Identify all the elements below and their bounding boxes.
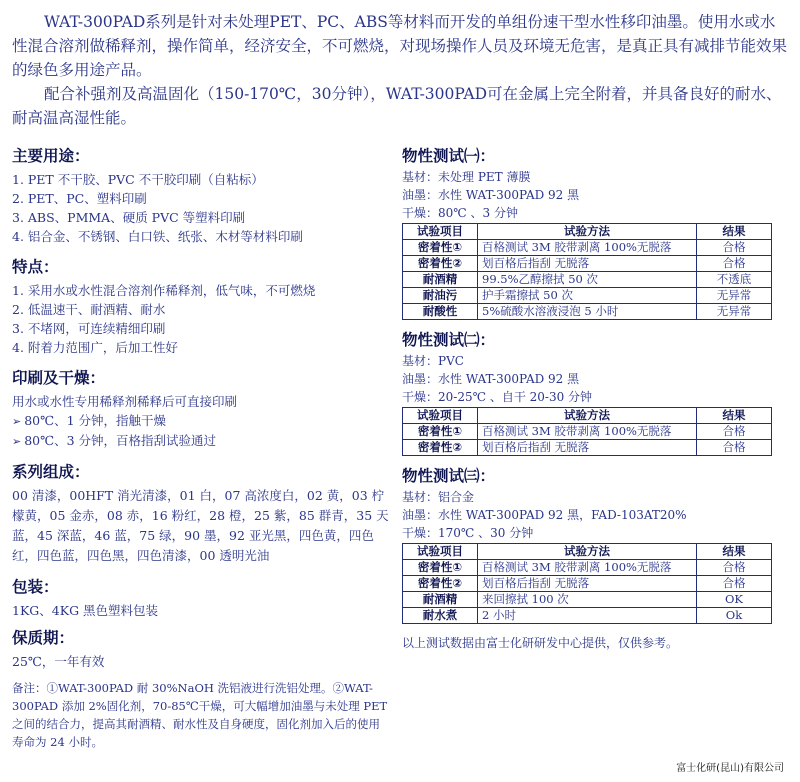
test-dry: 干燥：170℃ 、30 分钟 bbox=[402, 526, 534, 540]
printing-title: 印刷及干燥： bbox=[12, 369, 106, 387]
test-substrate: 基材：PVC bbox=[402, 354, 464, 368]
left-column bbox=[12, 146, 390, 751]
cell-method: 划百格后指刮 无脱落 bbox=[478, 576, 697, 592]
features-section bbox=[12, 257, 390, 357]
cell-result: 合格 bbox=[697, 256, 772, 272]
printing-item-text: 80℃、3 分钟，百格指刮试验通过 bbox=[24, 433, 217, 448]
table-row bbox=[403, 272, 772, 288]
table-row bbox=[403, 440, 772, 456]
table-row bbox=[403, 256, 772, 272]
table-header-row bbox=[403, 544, 772, 560]
table-header-row bbox=[403, 408, 772, 424]
header-result: 结果 bbox=[697, 224, 772, 240]
cell-item: 耐酒精 bbox=[403, 592, 478, 608]
uses-item: 4. 铝合金、不锈钢、白口铁、纸张、木材等材料印刷 bbox=[12, 229, 303, 244]
uses-item: 3. ABS、PMMA、硬质 PVC 等塑料印刷 bbox=[12, 210, 246, 225]
cell-method: 划百格后指刮 无脱落 bbox=[478, 440, 697, 456]
package-title: 包装： bbox=[12, 578, 59, 596]
arrow-bullet-icon: ➢ bbox=[12, 415, 22, 428]
test-title: 物性测试㈢： bbox=[402, 467, 496, 485]
features-item: 1. 采用水或水性混合溶剂作稀释剂，低气味，不可燃烧 bbox=[12, 283, 316, 298]
table-row bbox=[403, 240, 772, 256]
cell-item: 耐油污 bbox=[403, 288, 478, 304]
test-substrate: 基材：未处理 PET 薄膜 bbox=[402, 170, 531, 184]
header-result: 结果 bbox=[697, 544, 772, 560]
table-row bbox=[403, 288, 772, 304]
cell-method: 来回擦拭 100 次 bbox=[478, 592, 697, 608]
cell-method: 百格测试 3M 胶带剥离 100%无脱落 bbox=[478, 560, 697, 576]
test-ink: 油墨：水性 WAT-300PAD 92 黑 bbox=[402, 188, 580, 202]
cell-method: 5%硫酸水溶液浸泡 5 小时 bbox=[478, 304, 697, 320]
header-item: 试验项目 bbox=[403, 224, 478, 240]
test-dry: 干燥：20-25℃ 、自干 20-30 分钟 bbox=[402, 390, 593, 404]
header-method: 试验方法 bbox=[478, 408, 697, 424]
test-substrate: 基材：铝合金 bbox=[402, 490, 475, 504]
shelf-life-text: 25℃，一年有效 bbox=[12, 654, 105, 669]
cell-method: 2 小时 bbox=[478, 608, 697, 624]
cell-item: 密着性② bbox=[403, 440, 478, 456]
table-row bbox=[403, 304, 772, 320]
cell-result: 合格 bbox=[697, 424, 772, 440]
cell-result: 合格 bbox=[697, 576, 772, 592]
header-method: 试验方法 bbox=[478, 544, 697, 560]
header-item: 试验项目 bbox=[403, 544, 478, 560]
test-title: 物性测试㈠： bbox=[402, 147, 496, 165]
remarks-note: 备注：①WAT-300PAD 耐 30%NaOH 洗铝液进行洗铝处理。②WAT-300PAD 添加 2%固化剂，70-85℃干燥，可大幅增加油墨与未处理 PET 之间的结合力，提高其耐酒精、耐水性及自身硬度，固化剂加入后的使用寿命为 24 小时。 bbox=[12, 681, 388, 749]
test-ink: 油墨：水性 WAT-300PAD 92 黑 bbox=[402, 372, 580, 386]
data-source-note: 以上测试数据由富士化研研发中心提供，仅供参考。 bbox=[402, 636, 679, 650]
arrow-bullet-icon: ➢ bbox=[12, 435, 22, 448]
shelf-life-title: 保质期： bbox=[12, 629, 75, 647]
cell-item: 耐酸性 bbox=[403, 304, 478, 320]
table-row bbox=[403, 560, 772, 576]
test-table-2 bbox=[402, 407, 772, 456]
cell-item: 耐酒精 bbox=[403, 272, 478, 288]
printing-intro: 用水或水性专用稀释剂稀释后可直接印刷 bbox=[12, 394, 238, 409]
features-item: 2. 低温速干、耐酒精、耐水 bbox=[12, 302, 166, 317]
cell-item: 密着性① bbox=[403, 560, 478, 576]
company-name: 富士化研(昆山)有限公司 bbox=[676, 763, 784, 774]
package-section bbox=[12, 577, 390, 620]
cell-method: 百格测试 3M 胶带剥离 100%无脱落 bbox=[478, 424, 697, 440]
test-section-2 bbox=[402, 330, 790, 456]
features-item: 3. 不堵网，可连续精细印刷 bbox=[12, 321, 166, 336]
uses-title: 主要用途： bbox=[12, 147, 90, 165]
shelf-life-section bbox=[12, 628, 390, 671]
table-row bbox=[403, 424, 772, 440]
cell-result: 合格 bbox=[697, 240, 772, 256]
intro-paragraph-2: 配合补强剂及高温固化（150-170℃，30分钟），WAT-300PAD可在金属上完全附着，并具备良好的耐水、耐高温高湿性能。 bbox=[12, 85, 782, 127]
cell-result: 合格 bbox=[697, 440, 772, 456]
features-title: 特点： bbox=[12, 258, 59, 276]
cell-result: Ok bbox=[697, 608, 772, 624]
cell-item: 密着性① bbox=[403, 240, 478, 256]
intro-text bbox=[12, 10, 790, 130]
test-section-1 bbox=[402, 146, 790, 320]
test-dry: 干燥：80℃ 、3 分钟 bbox=[402, 206, 518, 220]
printing-item bbox=[12, 411, 390, 431]
header-result: 结果 bbox=[697, 408, 772, 424]
table-row bbox=[403, 608, 772, 624]
cell-method: 99.5%乙醇擦拭 50 次 bbox=[478, 272, 697, 288]
series-section bbox=[12, 462, 390, 566]
uses-item: 1. PET 不干胶、PVC 不干胶印刷（自粘标） bbox=[12, 172, 264, 187]
printing-item bbox=[12, 431, 390, 451]
cell-item: 密着性② bbox=[403, 576, 478, 592]
table-row bbox=[403, 576, 772, 592]
test-table-3 bbox=[402, 543, 772, 624]
cell-result: 不透底 bbox=[697, 272, 772, 288]
cell-item: 密着性② bbox=[403, 256, 478, 272]
cell-item: 耐水煮 bbox=[403, 608, 478, 624]
header-method: 试验方法 bbox=[478, 224, 697, 240]
right-column bbox=[402, 146, 790, 652]
printing-item-text: 80℃、1 分钟，指触干燥 bbox=[24, 413, 167, 428]
uses-item: 2. PET、PC、塑料印刷 bbox=[12, 191, 147, 206]
test-title: 物性测试㈡： bbox=[402, 331, 496, 349]
uses-section bbox=[12, 146, 390, 246]
features-item: 4. 附着力范围广，后加工性好 bbox=[12, 340, 178, 355]
cell-method: 划百格后指刮 无脱落 bbox=[478, 256, 697, 272]
header-item: 试验项目 bbox=[403, 408, 478, 424]
test-ink: 油墨：水性 WAT-300PAD 92 黑，FAD-103AT20% bbox=[402, 508, 687, 522]
package-text: 1KG、4KG 黑色塑料包装 bbox=[12, 603, 159, 618]
cell-method: 护手霜擦拭 50 次 bbox=[478, 288, 697, 304]
intro-paragraph-1: WAT-300PAD系列是针对未处理PET、PC、ABS等材料而开发的单组份速干型水性移印油墨。使用水或水性混合溶剂做稀释剂，操作简单，经济安全，不可燃烧，对现场操作人员及环境无危害，是真正具有减排节能效果的绿色多用途产品。 bbox=[12, 13, 788, 79]
cell-result: OK bbox=[697, 592, 772, 608]
series-text: 00 清漆，00HFT 消光清漆，01 白，07 高浓度白，02 黄，03 柠檬黄，05 金赤，08 赤，16 粉红，28 橙，25 紫，85 群青，35 天蓝，45 深蓝，46 蓝，75 绿，90 墨，92 亚光黑，四色黄，四色红，四色蓝，四色黑，四色清漆，00 透明光油 bbox=[12, 488, 389, 563]
cell-method: 百格测试 3M 胶带剥离 100%无脱落 bbox=[478, 240, 697, 256]
table-row bbox=[403, 592, 772, 608]
test-section-3 bbox=[402, 466, 790, 624]
table-header-row bbox=[403, 224, 772, 240]
cell-result: 无异常 bbox=[697, 304, 772, 320]
cell-item: 密着性① bbox=[403, 424, 478, 440]
series-title: 系列组成： bbox=[12, 463, 90, 481]
cell-result: 无异常 bbox=[697, 288, 772, 304]
printing-section bbox=[12, 368, 390, 451]
test-table-1 bbox=[402, 223, 772, 320]
cell-result: 合格 bbox=[697, 560, 772, 576]
